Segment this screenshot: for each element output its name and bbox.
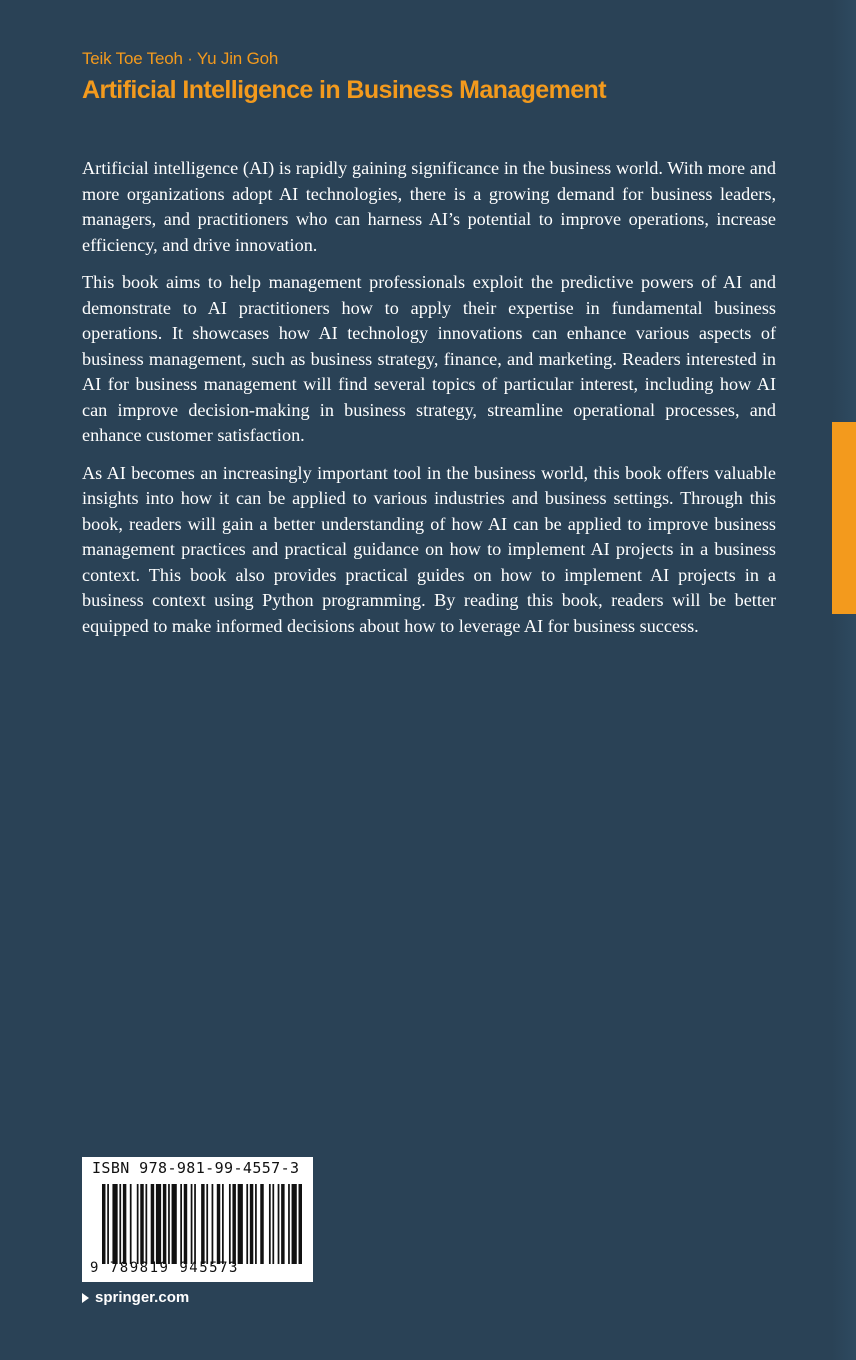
publisher-url: springer.com [95, 1289, 190, 1306]
orange-accent-tab [832, 422, 856, 614]
description-paragraph-2: This book aims to help management professionals exploit the predictive powers of AI and demonstrate to AI practitioners how to apply their expertise in fundamental business operations. It showcases how AI technology innovations can enhance various aspects of business management, such as business strategy, finance, and marketing. Readers interested in AI for business management will find several topics of particular interest, including how AI can improve decision-making in business strategy, streamline operational processes, and enhance customer satisfaction. [82, 272, 776, 445]
book-authors: Teik Toe Teoh · Yu Jin Goh [82, 49, 279, 68]
arrow-right-icon [82, 1293, 89, 1303]
description-paragraph-1: Artificial intelligence (AI) is rapidly gaining significance in the business world. With more and more organizations adopt AI technologies, there is a growing demand for business leaders, managers, and practitioners who can harness AI’s potential to improve operations, increase efficiency, and drive innovation. [82, 158, 776, 255]
isbn-label: ISBN 978-981-99-4557-3 [92, 1159, 300, 1177]
publisher-link[interactable] [82, 1289, 189, 1306]
book-description [82, 156, 776, 651]
book-title: Artificial Intelligence in Business Management [82, 76, 606, 104]
barcode-digits: 9 789819 945573 [90, 1260, 239, 1276]
cover-spine-edge [832, 0, 856, 1360]
barcode-bars [102, 1184, 302, 1264]
description-paragraph-3: As AI becomes an increasingly important tool in the business world, this book offers valuable insights into how it can be applied to various industries and business settings. Through this book, readers will gain a better understanding of how AI can be applied to improve business management practices and practical guidance on how to implement AI projects in a business context. This book also provides practical guides on how to implement AI projects in a business context using Python programming. By reading this book, readers will be better equipped to make informed decisions about how to leverage AI for business success. [82, 462, 776, 636]
isbn-barcode [82, 1157, 313, 1282]
